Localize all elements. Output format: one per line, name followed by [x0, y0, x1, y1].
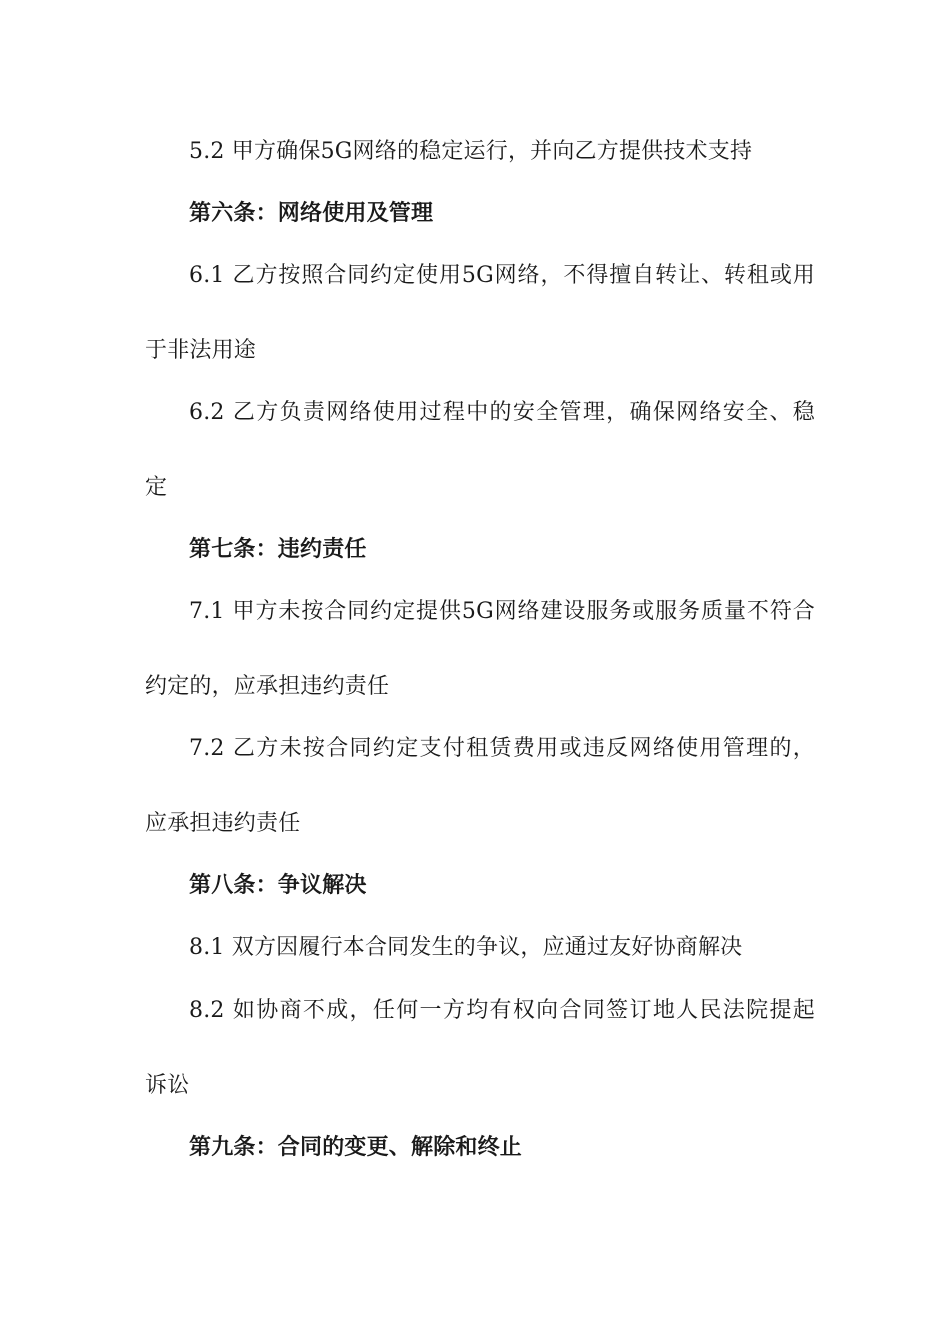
clause-7-1-line2: 约定的，应承担违约责任 [145, 674, 390, 699]
article-7-heading: 第七条：违约责任 [189, 537, 367, 562]
clause-6-1-line1: 6.1 乙方按照合同约定使用5G网络，不得擅自转让、转租或用 [189, 263, 815, 288]
clause-7-2-line2: 应承担违约责任 [145, 811, 301, 836]
clause-8-2-line1: 8.2 如协商不成，任何一方均有权向合同签订地人民法院提起 [189, 998, 815, 1023]
clause-7-2-line1: 7.2 乙方未按合同约定支付租赁费用或违反网络使用管理的， [189, 736, 815, 761]
clause-8-2-line2: 诉讼 [145, 1073, 190, 1098]
clause-6-1-line2: 于非法用途 [145, 338, 257, 363]
article-6-heading: 第六条：网络使用及管理 [189, 201, 434, 226]
article-9-heading: 第九条：合同的变更、解除和终止 [189, 1135, 523, 1160]
clause-8-1: 8.1 双方因履行本合同发生的争议，应通过友好协商解决 [189, 935, 743, 960]
clause-6-2-line2: 定 [145, 475, 168, 500]
clause-5-2: 5.2 甲方确保5G网络的稳定运行，并向乙方提供技术支持 [189, 139, 753, 164]
clause-6-2-line1: 6.2 乙方负责网络使用过程中的安全管理，确保网络安全、稳 [189, 400, 815, 425]
article-8-heading: 第八条：争议解决 [189, 873, 367, 898]
clause-7-1-line1: 7.1 甲方未按合同约定提供5G网络建设服务或服务质量不符合 [189, 599, 815, 624]
